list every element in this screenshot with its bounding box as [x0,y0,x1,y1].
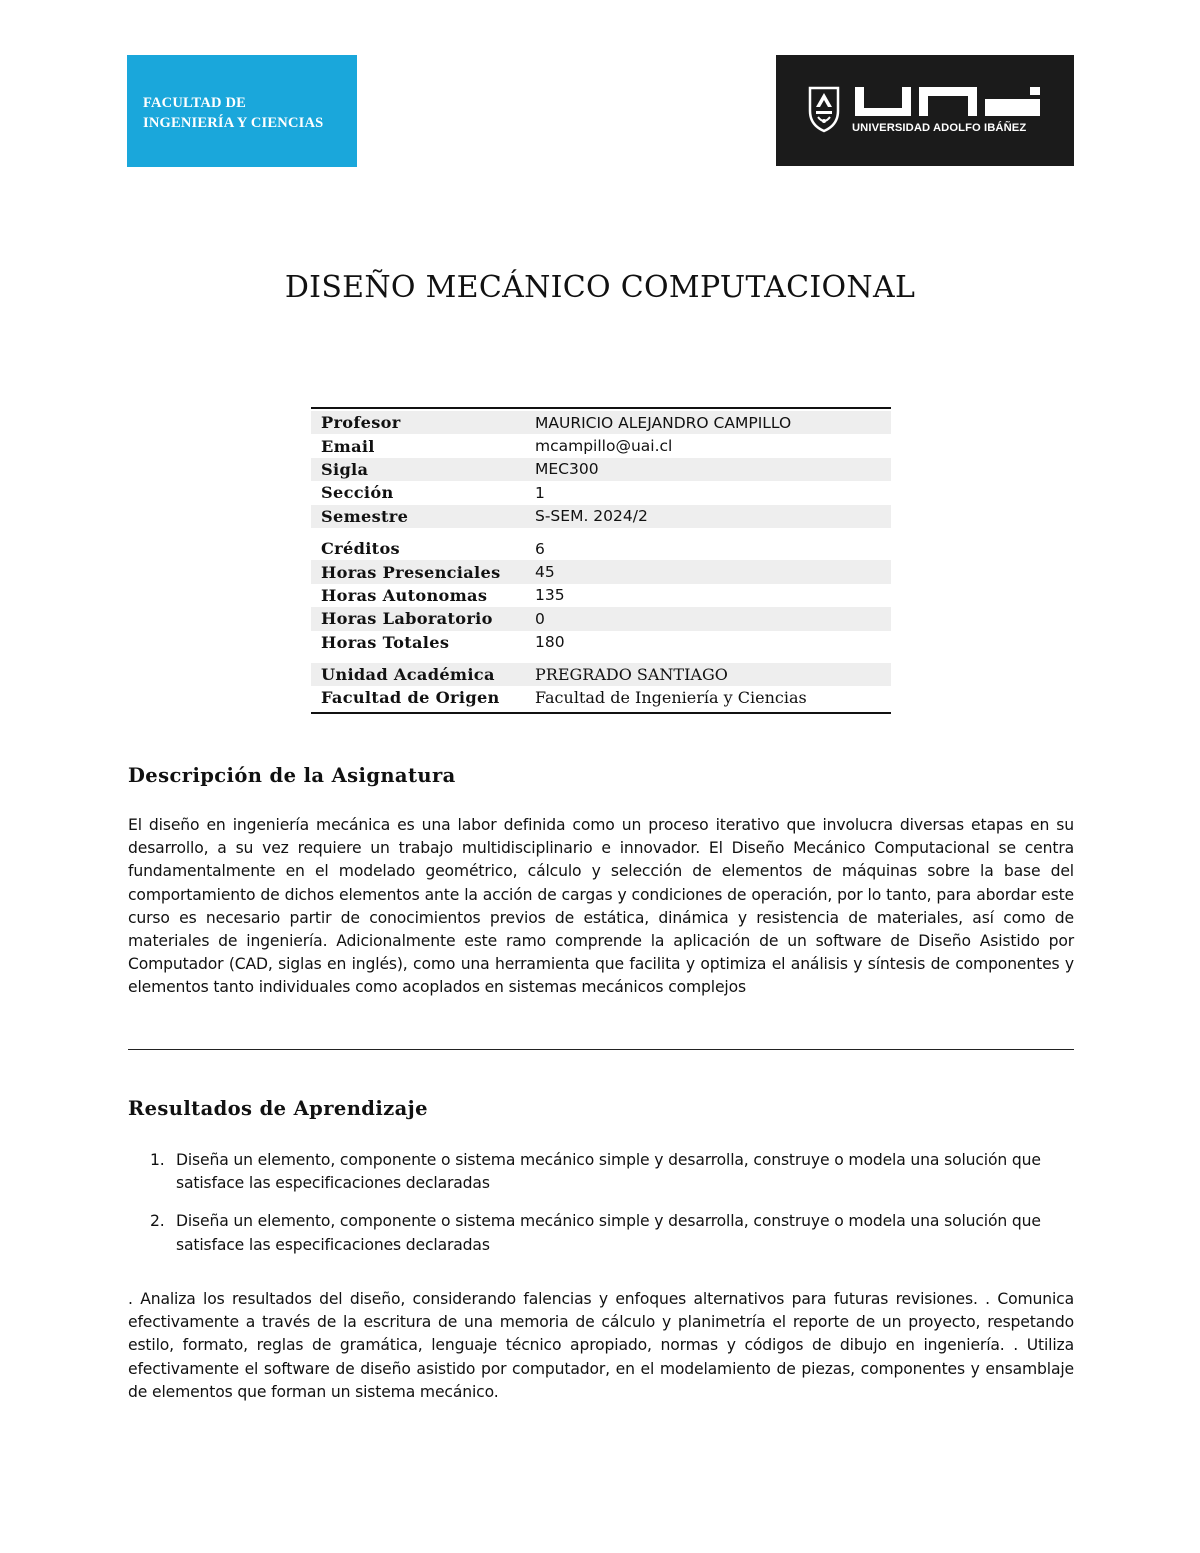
page-title: DISEÑO MECÁNICO COMPUTACIONAL [284,270,916,305]
info-value: 1 [535,483,545,502]
uai-crest-icon [806,85,842,133]
university-name: UNIVERSIDAD ADOLFO IBÁÑEZ [852,122,1027,134]
info-label: Email [321,436,375,456]
info-label: Facultad de Origen [321,688,500,708]
info-row-horas-autonomas [311,584,891,607]
info-value: 180 [535,633,565,652]
list-item-number: 1. [150,1151,165,1169]
info-value: 45 [535,563,555,582]
learning-outcomes-list [128,1149,1074,1272]
info-label: Sigla [321,459,369,479]
info-row-email [311,434,891,457]
info-value: MAURICIO ALEJANDRO CAMPILLO [535,413,792,432]
list-item-text: Diseña un elemento, componente o sistema mecánico simple y desarrolla, construye o modela una solución que satisface las especificaciones declaradas [176,1212,1041,1254]
info-label: Horas Autonomas [321,585,488,605]
uai-wordmark [852,85,1048,117]
info-value: S-SEM. 2024/2 [535,507,648,526]
faculty-logo [127,55,357,167]
info-value: 0 [535,609,545,628]
description-heading: Descripción de la Asignatura [128,764,456,787]
info-label: Horas Laboratorio [321,609,493,629]
learning-outcomes-heading: Resultados de Aprendizaje [128,1097,428,1120]
info-row-facultad-origen [311,686,891,709]
info-row-creditos [311,537,891,560]
info-label: Horas Totales [321,632,450,652]
info-label: Horas Presenciales [321,562,501,582]
info-row-profesor [311,411,891,434]
university-logo [776,55,1074,166]
info-row-unidad-academica [311,663,891,686]
description-text: El diseño en ingeniería mecánica es una labor definida como un proceso iterativo que involucra diversas etapas en su desarrollo, a su vez requiere un trabajo multidisciplinario e innovador. El Diseño Mecánico Computacional se centra fundamentalmente en el modelado geométrico, cálculo y selección de elementos de máquinas sobre la base del comportamiento de dichos elementos ante la acción de cargas y condiciones de operación, por lo tanto, para abordar este curso es necesario partir de conocimientos previos de estática, dinámica y resistencia de materiales, así como de materiales de ingeniería. Adicionalmente este ramo comprende la aplicación de un software de Diseño Asistido por Computador (CAD, siglas en inglés), como una herramienta que facilita y optimiza el análisis y síntesis de componentes y elementos tanto individuales como acoplados en sistemas mecánicos complejos [128,816,1074,997]
info-label: Créditos [321,539,400,559]
info-label: Semestre [321,506,409,526]
info-value: 6 [535,539,545,558]
faculty-logo-line1: FACULTAD DE [143,95,247,111]
list-item [128,1149,1074,1195]
info-label: Sección [321,483,394,503]
info-label: Unidad Académica [321,665,495,685]
info-value: PREGRADO SANTIAGO [535,665,728,685]
section-divider [128,1049,1074,1050]
info-value: mcampillo@uai.cl [535,437,673,456]
faculty-logo-line2: INGENIERÍA Y CIENCIAS [143,115,324,131]
info-row-seccion [311,481,891,504]
info-row-horas-totales [311,631,891,654]
info-value: 135 [535,586,565,605]
list-item-text: Diseña un elemento, componente o sistema mecánico simple y desarrolla, construye o modela una solución que satisface las especificaciones declaradas [176,1151,1041,1193]
info-row-horas-laboratorio [311,607,891,630]
info-row-horas-presenciales [311,560,891,583]
info-row-sigla [311,458,891,481]
learning-outcomes-extra-text: . Analiza los resultados del diseño, considerando falencias y enfoques alternativos para futuras revisiones. . Comunica efectivamente a través de la escritura de una memoria de cálculo y planimetría el reporte de un proyecto, respetando estilo, formato, reglas de gramática, lenguaje técnico apropiado, normas y códigos de dibujo en ingeniería. . Utiliza efectivamente el software de diseño asistido por computador, en el modelamiento de piezas, componentes y ensamblaje de elementos que forman un sistema mecánico. [128,1290,1074,1401]
list-item [128,1210,1074,1256]
info-row-semestre [311,505,891,528]
info-value: MEC300 [535,460,599,479]
course-info-table [311,407,891,714]
info-value: Facultad de Ingeniería y Ciencias [535,688,807,708]
list-item-number: 2. [150,1212,165,1231]
info-label: Profesor [321,413,401,433]
